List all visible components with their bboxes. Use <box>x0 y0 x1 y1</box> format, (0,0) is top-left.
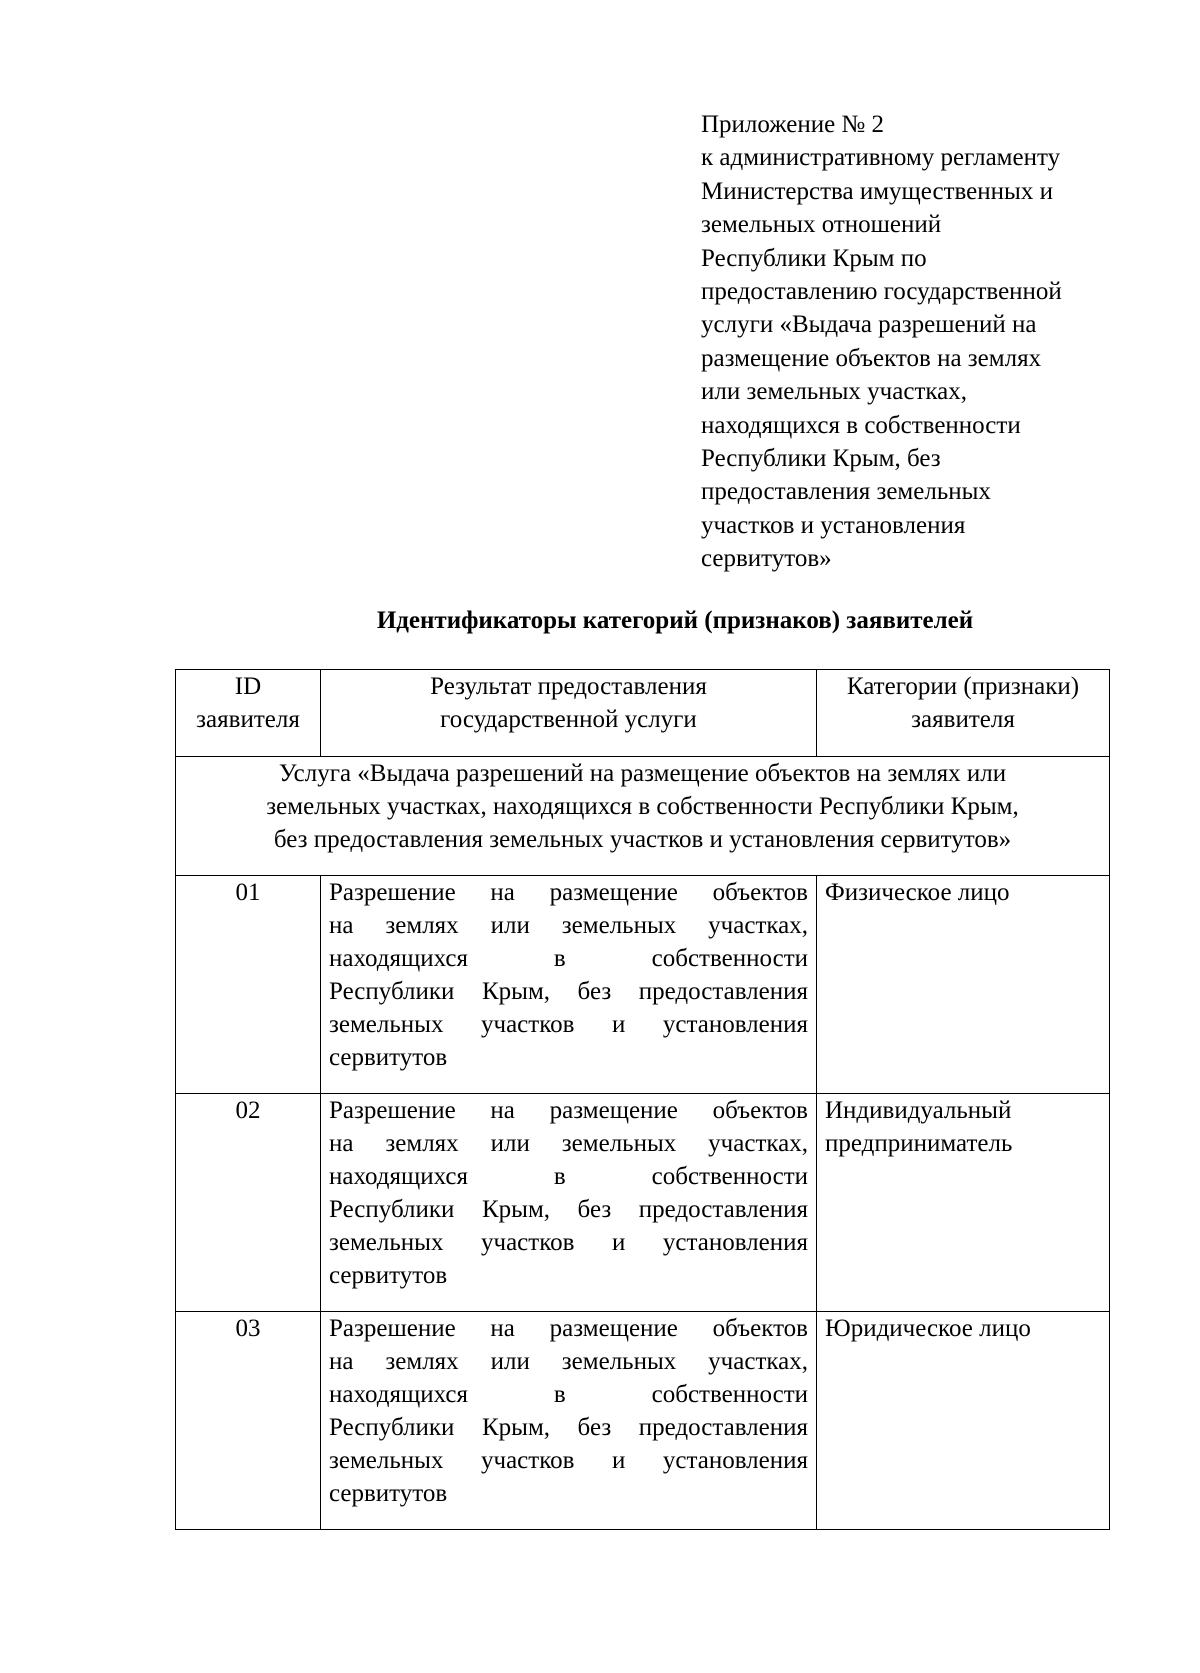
applicant-id-cell: 02 <box>176 1094 321 1312</box>
result-line: сервитутов <box>329 1262 448 1289</box>
category-cell <box>817 876 1110 1094</box>
annex-line: к административному регламенту <box>701 144 1061 172</box>
result-line: Разрешение на размещение объектов <box>329 1315 808 1342</box>
result-line: земельных участков и установления <box>329 1229 808 1256</box>
result-line: Республики Крым, без предоставления <box>329 1196 808 1223</box>
result-line: земельных участков и установления <box>329 1447 808 1474</box>
annex-line: находящихся в собственности <box>701 411 1021 439</box>
document-title: Идентификаторы категорий (признаков) заявителей <box>376 607 974 634</box>
result-line: на землях или земельных участках, <box>329 912 808 939</box>
result-line: земельных участков и установления <box>329 1011 808 1038</box>
applicant-id-cell: 01 <box>176 876 321 1094</box>
category-line: Юридическое лицо <box>825 1315 1031 1342</box>
result-line: находящихся в собственности <box>329 1163 808 1190</box>
result-line: Республики Крым, без предоставления <box>329 978 808 1005</box>
annex-line: или земельных участках, <box>701 378 967 406</box>
category-line: Физическое лицо <box>825 879 1010 906</box>
annex-header <box>701 108 1131 576</box>
table-row <box>176 1094 1110 1312</box>
header-id <box>176 670 321 757</box>
header-line: Категории (признаки) <box>846 673 1080 700</box>
header-category <box>817 670 1110 757</box>
annex-line: услуги «Выдача разрешений на <box>701 311 1037 339</box>
category-line: предприниматель <box>825 1130 1013 1157</box>
annex-line: участков и установления <box>701 511 966 539</box>
result-line: Разрешение на размещение объектов <box>329 1097 808 1124</box>
applicant-identifiers-table <box>175 669 1110 1530</box>
header-result <box>321 670 817 757</box>
result-line: находящихся в собственности <box>329 1381 808 1408</box>
annex-line: Республики Крым, без <box>701 445 941 473</box>
annex-line: предоставления земельных <box>701 478 991 506</box>
header-line: государственной услуги <box>440 706 697 733</box>
result-line: Республики Крым, без предоставления <box>329 1414 808 1441</box>
service-line: Услуга «Выдача разрешений на размещение объектов на землях или <box>278 760 1007 787</box>
annex-line: Приложение № 2 <box>701 111 885 138</box>
category-cell <box>817 1312 1110 1530</box>
result-line: на землях или земельных участках, <box>329 1348 808 1375</box>
table-row <box>176 876 1110 1094</box>
result-cell <box>321 1312 817 1530</box>
result-cell <box>321 1094 817 1312</box>
annex-line: Министерства имущественных и <box>701 177 1053 205</box>
service-cell <box>176 757 1110 876</box>
header-line: Результат предоставления <box>430 673 707 700</box>
result-line: на землях или земельных участках, <box>329 1130 808 1157</box>
result-cell <box>321 876 817 1094</box>
annex-line: земельных отношений <box>701 211 942 239</box>
applicant-id-cell: 03 <box>176 1312 321 1530</box>
table-header-row <box>176 670 1110 757</box>
service-row <box>176 757 1110 876</box>
table-row <box>176 1312 1110 1530</box>
result-line: находящихся в собственности <box>329 945 808 972</box>
result-line: сервитутов <box>329 1044 448 1071</box>
header-line: заявителя <box>911 706 1015 733</box>
annex-line: предоставлению государственной <box>701 278 1062 306</box>
result-line: Разрешение на размещение объектов <box>329 879 808 906</box>
result-line: сервитутов <box>329 1480 448 1507</box>
header-line: ID <box>234 673 262 700</box>
header-line: заявителя <box>196 706 300 733</box>
annex-line: сервитутов» <box>701 545 832 573</box>
annex-line: Республики Крым по <box>701 244 927 272</box>
service-line: без предоставления земельных участков и установления сервитутов» <box>273 826 1012 853</box>
annex-line: размещение объектов на землях <box>701 344 1042 372</box>
service-line: земельных участках, находящихся в собственности Республики Крым, <box>266 793 1019 820</box>
category-cell <box>817 1094 1110 1312</box>
category-line: Индивидуальный <box>825 1097 1012 1124</box>
